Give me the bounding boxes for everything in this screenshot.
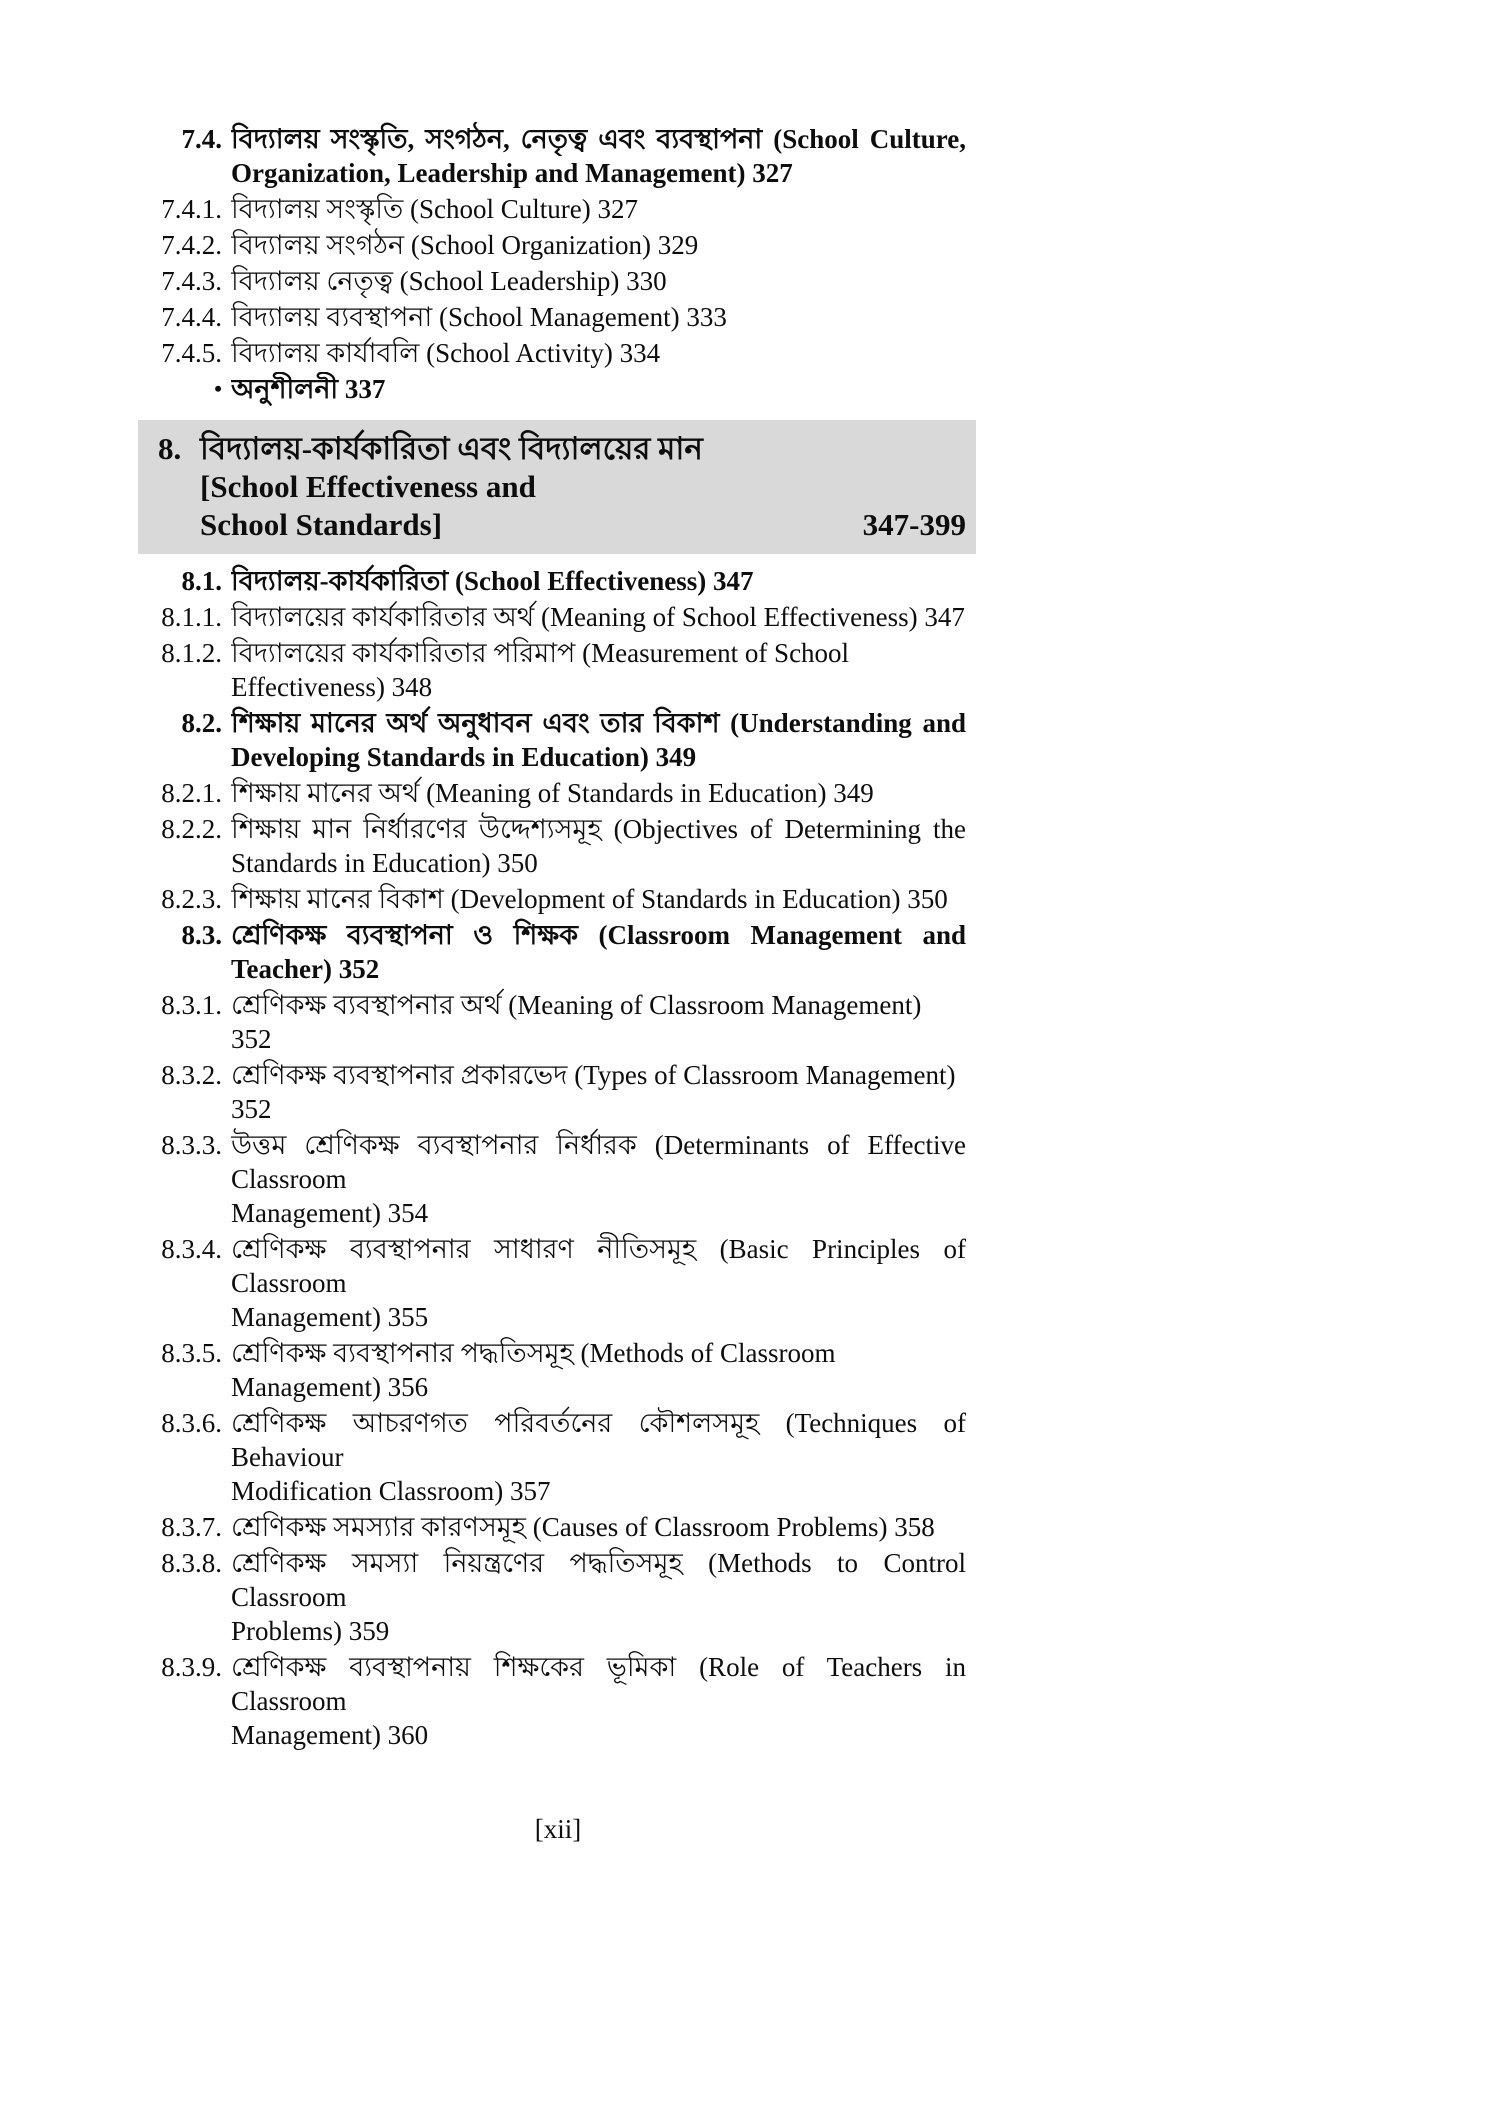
- entry-line: বিদ্যালয়-কার্যকারিতা (School Effectiveness) 347: [231, 566, 754, 596]
- entry-number: 8.3.7.: [161, 1512, 222, 1542]
- entry-line: উত্তম শ্রেণিকক্ষ ব্যবস্থাপনার নির্ধারক (Determinants of Effective Classroom: [231, 1130, 966, 1194]
- entry-text: [231, 776, 966, 810]
- toc-content: [150, 122, 966, 1845]
- entry-line: শ্রেণিকক্ষ ব্যবস্থাপনার প্রকারভেদ (Types of Classroom Management) 352: [231, 1060, 956, 1124]
- entry-number: 8.3.8.: [161, 1548, 222, 1578]
- toc-entry: [150, 1650, 966, 1752]
- toc-entry: [150, 1546, 966, 1648]
- entry-line: Standards in Education) 350: [231, 848, 538, 878]
- entry-text: [231, 1546, 966, 1648]
- entry-line: বিদ্যালয় সংস্কৃতি (School Culture) 327: [231, 194, 638, 224]
- entry-line: শ্রেণিকক্ষ ব্যবস্থাপনার পদ্ধতিসমূহ (Methods of Classroom Management) 356: [231, 1338, 836, 1402]
- toc-entry: [150, 228, 966, 262]
- section-title-bengali: বিদ্যালয়-কার্যকারিতা এবং বিদ্যালয়ের মান: [200, 431, 703, 466]
- entry-line: শ্রেণিকক্ষ আচরণগত পরিবর্তনের কৌশলসমূহ (Techniques of Behaviour: [231, 1408, 966, 1472]
- toc-entry: [150, 812, 966, 880]
- entry-number: 8.1.: [181, 566, 222, 596]
- toc-entry: [150, 776, 966, 810]
- entry-text: [231, 1336, 966, 1404]
- entry-text: [231, 1650, 966, 1752]
- entry-line: Teacher) 352: [231, 954, 380, 984]
- entry-number: 8.3.1.: [161, 990, 222, 1020]
- entry-line: শিক্ষায় মানের অর্থ অনুধাবন এবং তার বিকাশ (Understanding and: [231, 708, 966, 738]
- entry-text: [231, 988, 966, 1056]
- entry-line: Organization, Leadership and Management) 327: [231, 158, 793, 188]
- toc-entry: [150, 636, 966, 704]
- entry-text: [231, 1406, 966, 1508]
- entry-number: 8.3.2.: [161, 1060, 222, 1090]
- entry-number: 8.2.2.: [161, 814, 222, 844]
- entry-line: বিদ্যালয়ের কার্যকারিতার অর্থ (Meaning of School Effectiveness) 347: [231, 602, 965, 632]
- section-subtitle-line1: [School Effectiveness and: [200, 469, 536, 504]
- entry-line: Problems) 359: [231, 1616, 390, 1646]
- toc-entry: [150, 122, 966, 190]
- section-page-range: 347-399: [862, 507, 966, 542]
- entry-number: 8.1.1.: [161, 602, 222, 632]
- toc-entry: [150, 1128, 966, 1230]
- entry-text: [231, 1232, 966, 1334]
- entry-number: 8.2.: [181, 708, 222, 738]
- entry-text: [231, 812, 966, 880]
- toc-entry: [150, 300, 966, 334]
- toc-entry: [150, 1336, 966, 1404]
- entry-text: [231, 192, 966, 226]
- section-subtitle-line2: School Standards]: [200, 507, 443, 542]
- entry-line: Management) 354: [231, 1198, 429, 1228]
- entry-line: শিক্ষায় মানের অর্থ (Meaning of Standards in Education) 349: [231, 778, 874, 808]
- entry-number: 8.2.1.: [161, 778, 222, 808]
- entry-text: [231, 122, 966, 190]
- entry-number: 7.4.3.: [161, 266, 222, 296]
- toc-entry: [150, 1406, 966, 1508]
- toc-entry: [150, 988, 966, 1056]
- entry-line: বিদ্যালয় কার্যাবলি (School Activity) 334: [231, 338, 661, 368]
- toc-entry: [150, 336, 966, 370]
- entry-line: শিক্ষায় মানের বিকাশ (Development of Standards in Education) 350: [231, 884, 948, 914]
- entry-text: [231, 372, 966, 406]
- page-number-footer: [xii]: [534, 1814, 582, 1844]
- entry-line: শ্রেণিকক্ষ ব্যবস্থাপনা ও শিক্ষক (Classroom Management and: [231, 920, 966, 950]
- toc-entry: [150, 192, 966, 226]
- entry-text: [231, 300, 966, 334]
- entry-line: শ্রেণিকক্ষ সমস্যা নিয়ন্ত্রণের পদ্ধতিসমূহ (Methods to Control Classroom: [231, 1548, 966, 1612]
- entry-text: [231, 918, 966, 986]
- entry-line: শ্রেণিকক্ষ সমস্যার কারণসমূহ (Causes of Classroom Problems) 358: [231, 1512, 935, 1542]
- entry-line: বিদ্যালয়ের কার্যকারিতার পরিমাপ (Measurement of School Effectiveness) 348: [231, 638, 850, 702]
- entry-number: 8.3.9.: [161, 1652, 222, 1682]
- entry-text: [231, 1128, 966, 1230]
- entry-number: 8.2.3.: [161, 884, 222, 914]
- entry-line: শিক্ষায় মান নির্ধারণের উদ্দেশ্যসমূহ (Objectives of Determining the: [231, 814, 966, 844]
- toc-entries-before: [150, 122, 966, 406]
- entry-number: 7.4.2.: [161, 230, 222, 260]
- entry-number: 7.4.: [181, 124, 222, 154]
- entry-number: 7.4.4.: [161, 302, 222, 332]
- entry-line: শ্রেণিকক্ষ ব্যবস্থাপনার অর্থ (Meaning of Classroom Management) 352: [231, 990, 922, 1054]
- toc-entries-after: [150, 564, 966, 1752]
- entry-text: [231, 228, 966, 262]
- entry-text: [231, 264, 966, 298]
- section-header-title-row: [138, 430, 966, 468]
- entry-line: বিদ্যালয় ব্যবস্থাপনা (School Management) 333: [231, 302, 727, 332]
- entry-number: 7.4.5.: [161, 338, 222, 368]
- entry-line: শ্রেণিকক্ষ ব্যবস্থাপনার সাধারণ নীতিসমূহ (Basic Principles of Classroom: [231, 1234, 966, 1298]
- entry-number: 8.3.4.: [161, 1234, 222, 1264]
- entry-text: [231, 336, 966, 370]
- toc-entry: [150, 264, 966, 298]
- entry-text: [231, 1058, 966, 1126]
- entry-line: Management) 355: [231, 1302, 429, 1332]
- toc-entry: [150, 600, 966, 634]
- entry-line: বিদ্যালয় নেতৃত্ব (School Leadership) 330: [231, 266, 667, 296]
- toc-entry: [150, 1232, 966, 1334]
- entry-number: 8.3.: [181, 920, 222, 950]
- toc-entry: [150, 372, 966, 406]
- entry-number: 8.3.5.: [161, 1338, 222, 1368]
- bullet-marker: •: [214, 376, 222, 401]
- entry-number: 8.3.3.: [161, 1130, 222, 1160]
- entry-line: Developing Standards in Education) 349: [231, 742, 697, 772]
- section-number: 8.: [158, 431, 182, 466]
- entry-line: অনুশীলনী 337: [231, 374, 386, 404]
- entry-text: [231, 600, 966, 634]
- entry-text: [231, 1510, 966, 1544]
- toc-entry: [150, 882, 966, 916]
- entry-number: 8.1.2.: [161, 638, 222, 668]
- toc-entry: [150, 1510, 966, 1544]
- entry-number: 7.4.1.: [161, 194, 222, 224]
- toc-entry: [150, 706, 966, 774]
- entry-number: 8.3.6.: [161, 1408, 222, 1438]
- entry-text: [231, 706, 966, 774]
- toc-entry: [150, 1058, 966, 1126]
- entry-text: [231, 882, 966, 916]
- entry-line: বিদ্যালয় সংগঠন (School Organization) 329: [231, 230, 699, 260]
- entry-text: [231, 636, 966, 704]
- entry-line: শ্রেণিকক্ষ ব্যবস্থাপনায় শিক্ষকের ভূমিকা (Role of Teachers in Classroom: [231, 1652, 966, 1716]
- entry-line: বিদ্যালয় সংস্কৃতি, সংগঠন, নেতৃত্ব এবং ব্যবস্থাপনা (School Culture,: [231, 124, 966, 154]
- entry-line: Modification Classroom) 357: [231, 1476, 551, 1506]
- entry-text: [231, 564, 966, 598]
- section-subtitle-row: [138, 506, 966, 544]
- entry-line: Management) 360: [231, 1720, 429, 1750]
- toc-entry: [150, 564, 966, 598]
- section-8-header: [138, 420, 976, 554]
- toc-entry: [150, 918, 966, 986]
